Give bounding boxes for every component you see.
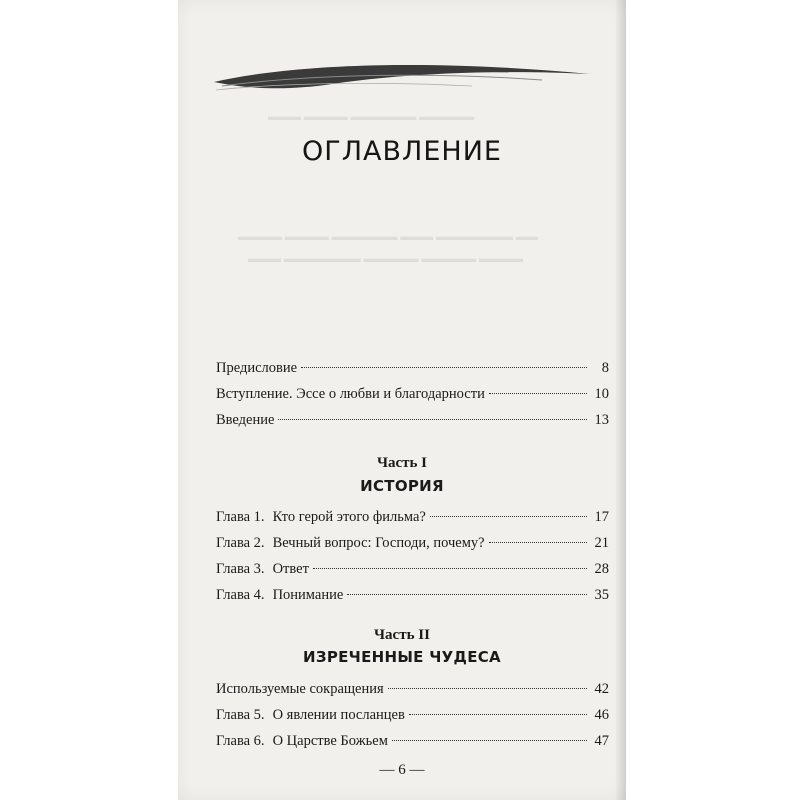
show-through: ▬▬▬▬ ▬▬▬▬ ▬▬▬▬▬▬ ▬▬▬ ▬▬▬▬▬▬▬ ▬▬: [238, 231, 538, 243]
toc-entry[interactable]: [216, 360, 609, 382]
chapter-number: Глава 3.: [216, 561, 265, 577]
toc-entry-label: Предисловие: [216, 360, 298, 376]
toc-entry-page: 10: [594, 386, 609, 402]
toc-entry[interactable]: [216, 561, 609, 583]
toc-entry-label: Вступление. Эссе о любви и благодарности: [216, 386, 485, 402]
dot-leader: [347, 594, 587, 595]
toc-entry-label: Введение: [216, 412, 275, 428]
chapter-number: Глава 6.: [216, 733, 265, 749]
toc-entry-label: Используемые сокращения: [216, 681, 384, 697]
toc-entry-label: О Царстве Божьем: [272, 733, 388, 749]
dot-leader: [301, 367, 587, 368]
dot-leader: [392, 740, 587, 741]
toc-entry[interactable]: [216, 707, 609, 729]
show-through: ▬▬▬ ▬▬▬▬ ▬▬▬▬▬▬ ▬▬▬▬▬: [268, 111, 475, 123]
toc-entry-label: О явлении посланцев: [272, 707, 405, 723]
toc-entry-page: 35: [594, 587, 609, 603]
toc-entry-label: Вечный вопрос: Господи, почему?: [272, 535, 485, 551]
toc-entry-page: 8: [601, 360, 609, 376]
part-number: Часть II: [374, 627, 430, 643]
dot-leader: [313, 568, 587, 569]
page-number: — 6 —: [379, 762, 425, 778]
dot-leader: [430, 516, 587, 517]
toc-entry-page: 46: [594, 707, 609, 723]
chapter-number: Глава 5.: [216, 707, 265, 723]
dot-leader: [489, 542, 587, 543]
toc-entry[interactable]: [216, 412, 609, 434]
toc-entry[interactable]: [216, 587, 609, 609]
page-title: ОГЛАВЛЕНИЕ: [302, 136, 502, 167]
part-number: Часть I: [376, 455, 428, 471]
toc-entry-page: 47: [594, 733, 609, 749]
toc-entry-page: 13: [594, 412, 609, 428]
page-edge-shadow: [616, 0, 626, 800]
chapter-number: Глава 1.: [216, 509, 265, 525]
toc-entry-page: 28: [594, 561, 609, 577]
show-through: ▬▬▬ ▬▬▬▬▬▬▬ ▬▬▬▬▬ ▬▬▬▬▬ ▬▬▬▬: [248, 253, 523, 265]
part-title: ИЗРЕЧЕННЫЕ ЧУДЕСА: [303, 648, 501, 666]
dot-leader: [409, 714, 587, 715]
decorative-swoosh-icon: [212, 60, 592, 100]
toc-entry-page: 17: [594, 509, 609, 525]
toc-entry[interactable]: [216, 681, 609, 703]
toc-entry[interactable]: [216, 535, 609, 557]
toc-entry-label: Ответ: [272, 561, 309, 577]
toc-entry[interactable]: [216, 509, 609, 531]
toc-entry[interactable]: [216, 386, 609, 408]
toc-entry-label: Понимание: [272, 587, 344, 603]
part-title: ИСТОРИЯ: [360, 477, 444, 495]
toc-entry-page: 21: [594, 535, 609, 551]
dot-leader: [278, 419, 587, 420]
toc-entry-label: Кто герой этого фильма?: [272, 509, 426, 525]
chapter-number: Глава 4.: [216, 587, 265, 603]
dot-leader: [388, 688, 587, 689]
toc-entry[interactable]: [216, 733, 609, 755]
chapter-number: Глава 2.: [216, 535, 265, 551]
toc-entry-page: 42: [594, 681, 609, 697]
book-page: [178, 0, 626, 800]
dot-leader: [489, 393, 587, 394]
